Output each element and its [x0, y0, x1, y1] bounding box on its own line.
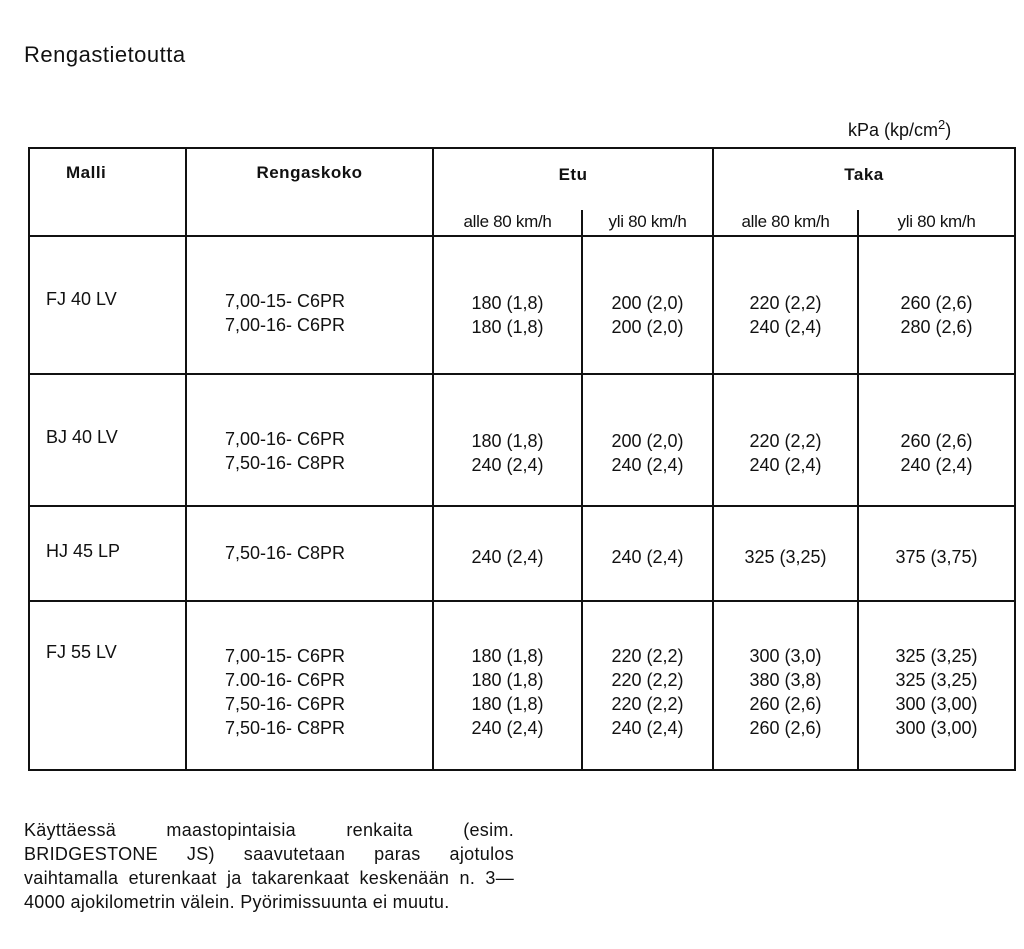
tire-size: 7,50-16- C8PR — [225, 543, 346, 563]
front-low-cell — [433, 236, 582, 374]
note-paragraph: Käyttäessä maastopintaisia renkaita (esim. BRIDGESTONE JS) saavutetaan paras ajotulos vaihtamalla eturenkaat ja takarenkaat keskenään n. 3—4000 ajokilometrin välein. Pyörimissuunta ei muutu. — [24, 820, 514, 912]
tire-size: 7,00-16- C6PR — [225, 429, 346, 449]
rear-high-cell — [858, 374, 1015, 506]
front-low-cell — [433, 601, 582, 770]
pressure-value: 220 (2,2) — [749, 293, 822, 313]
model-name: HJ 45 LP — [46, 541, 121, 561]
pressure-value: 240 (2,4) — [611, 718, 684, 738]
pressure-value: 220 (2,2) — [611, 670, 684, 690]
pressure-value: 300 (3,00) — [895, 694, 978, 714]
pressure-value: 300 (3,0) — [749, 646, 822, 666]
pressure-value: 180 (1,8) — [471, 431, 544, 451]
header-model: Malli — [29, 148, 186, 236]
unit-close: ) — [945, 120, 952, 140]
front-high-cell — [582, 374, 713, 506]
front-low-cell — [433, 374, 582, 506]
header-rear: Taka — [713, 148, 1015, 210]
pressure-value: 240 (2,4) — [471, 718, 544, 738]
subheader-rear-low: alle 80 km/h — [713, 210, 858, 236]
table-row — [29, 374, 1015, 506]
pressure-value: 240 (2,4) — [471, 547, 544, 567]
model-cell — [29, 374, 186, 506]
tire-size: 7,00-16- C6PR — [225, 315, 346, 335]
unit-superscript: 2 — [938, 117, 946, 132]
pressure-value: 240 (2,4) — [749, 455, 822, 475]
table-row — [29, 601, 1015, 770]
pressure-value: 240 (2,4) — [749, 317, 822, 337]
rear-low-cell — [713, 374, 858, 506]
pressure-value: 200 (2,0) — [611, 431, 684, 451]
size-cell — [186, 236, 433, 374]
model-name: FJ 55 LV — [46, 642, 117, 662]
subheader-front-low: alle 80 km/h — [433, 210, 582, 236]
model-cell — [29, 601, 186, 770]
header-size: Rengaskoko — [186, 148, 433, 236]
model-cell — [29, 236, 186, 374]
pressure-value: 280 (2,6) — [900, 317, 973, 337]
pressure-value: 380 (3,8) — [749, 670, 822, 690]
pressure-value: 180 (1,8) — [471, 317, 544, 337]
pressure-value: 220 (2,2) — [611, 694, 684, 714]
table-row — [29, 236, 1015, 374]
tire-size: 7,50-16- C6PR — [225, 694, 346, 714]
rear-low-cell — [713, 601, 858, 770]
pressure-value: 240 (2,4) — [611, 547, 684, 567]
pressure-value: 240 (2,4) — [471, 455, 544, 475]
pressure-value: 180 (1,8) — [471, 694, 544, 714]
rear-low-cell — [713, 506, 858, 601]
subheader-rear-high: yli 80 km/h — [858, 210, 1015, 236]
pressure-value: 260 (2,6) — [749, 694, 822, 714]
model-cell — [29, 506, 186, 601]
rear-low-cell — [713, 236, 858, 374]
pressure-value: 300 (3,00) — [895, 718, 978, 738]
header-front: Etu — [433, 148, 713, 210]
size-cell — [186, 601, 433, 770]
unit-label — [848, 117, 951, 141]
tire-size: 7,00-15- C6PR — [225, 291, 346, 311]
pressure-value: 325 (3,25) — [895, 670, 978, 690]
rear-high-cell — [858, 601, 1015, 770]
tire-size: 7.00-16- C6PR — [225, 670, 346, 690]
tire-pressure-table — [28, 147, 1016, 771]
unit-text: kPa (kp/cm — [848, 120, 939, 140]
pressure-value: 220 (2,2) — [611, 646, 684, 666]
front-low-cell — [433, 506, 582, 601]
pressure-value: 220 (2,2) — [749, 431, 822, 451]
pressure-value: 260 (2,6) — [749, 718, 822, 738]
pressure-value: 180 (1,8) — [471, 646, 544, 666]
size-cell — [186, 506, 433, 601]
pressure-value: 240 (2,4) — [611, 455, 684, 475]
tire-size: 7,50-16- C8PR — [225, 718, 346, 738]
pressure-value: 325 (3,25) — [895, 646, 978, 666]
pressure-value: 180 (1,8) — [471, 293, 544, 313]
rear-high-cell — [858, 506, 1015, 601]
pressure-value: 240 (2,4) — [900, 455, 973, 475]
size-cell — [186, 374, 433, 506]
pressure-value: 200 (2,0) — [611, 293, 684, 313]
pressure-value: 260 (2,6) — [900, 431, 973, 451]
tire-size: 7,00-15- C6PR — [225, 646, 346, 666]
model-name: FJ 40 LV — [46, 289, 117, 309]
pressure-value: 180 (1,8) — [471, 670, 544, 690]
tire-size: 7,50-16- C8PR — [225, 453, 346, 473]
rear-high-cell — [858, 236, 1015, 374]
pressure-value: 375 (3,75) — [895, 547, 978, 567]
subheader-front-high: yli 80 km/h — [582, 210, 713, 236]
front-high-cell — [582, 601, 713, 770]
pressure-value: 200 (2,0) — [611, 317, 684, 337]
pressure-value: 325 (3,25) — [744, 547, 827, 567]
table-row — [29, 506, 1015, 601]
pressure-value: 260 (2,6) — [900, 293, 973, 313]
page-title: Rengastietoutta — [24, 42, 186, 67]
front-high-cell — [582, 236, 713, 374]
model-name: BJ 40 LV — [46, 427, 118, 447]
front-high-cell — [582, 506, 713, 601]
